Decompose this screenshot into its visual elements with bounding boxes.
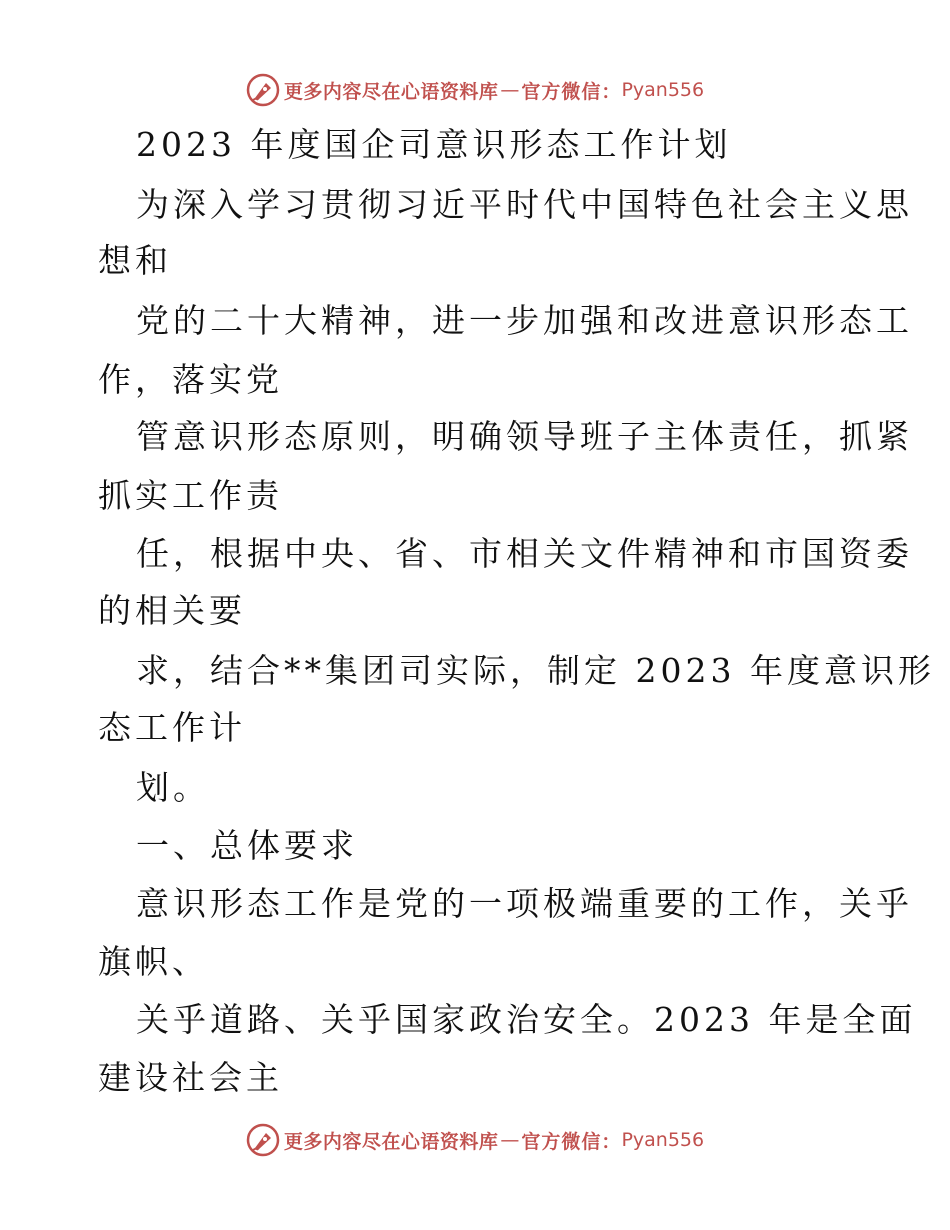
watermark-wechat-id: Pyan556 [621, 79, 705, 101]
watermark-sub-text: 官方微信： [521, 1130, 622, 1153]
watermark-banner-bottom [0, 1120, 950, 1160]
watermark-main-text: 更多内容尽在心语资料库 [283, 1130, 499, 1153]
watermark-dash: — [500, 79, 520, 101]
watermark-dash: — [500, 1129, 520, 1151]
text-line: 的相关要 [98, 591, 246, 630]
text-line: 抓实工作责 [98, 476, 283, 515]
text-line: 建设社会主 [98, 1058, 283, 1097]
text-line: 态工作计 [98, 708, 246, 747]
text-line: 求，结合**集团司实际，制定 2023 年度意识形 [136, 651, 935, 690]
watermark-banner-top [0, 70, 950, 110]
text-line: 党的二十大精神，进一步加强和改进意识形态工 [136, 301, 913, 340]
watermark-main-text: 更多内容尽在心语资料库 [283, 80, 499, 103]
watermark-wechat-id: Pyan556 [621, 1129, 705, 1151]
document-title: 2023 年度国企司意识形态工作计划 [136, 125, 732, 164]
text-line: 意识形态工作是党的一项极端重要的工作，关乎 [136, 884, 913, 923]
watermark-sub-text: 官方微信： [521, 80, 622, 103]
text-line: 关乎道路、关乎国家政治安全。2023 年是全面 [136, 1000, 917, 1039]
text-line: 旗帜、 [98, 942, 209, 981]
pen-nib-logo-icon [246, 1123, 280, 1157]
text-line: 想和 [98, 241, 172, 280]
text-line: 划。 [136, 768, 210, 807]
section-heading: 一、总体要求 [136, 826, 358, 865]
pen-nib-logo-icon [246, 73, 280, 107]
text-line: 为深入学习贯彻习近平时代中国特色社会主义思 [136, 185, 913, 224]
text-line: 任，根据中央、省、市相关文件精神和市国资委 [136, 534, 913, 573]
text-line: 管意识形态原则，明确领导班子主体责任，抓紧 [136, 417, 913, 456]
text-line: 作，落实党 [98, 360, 283, 399]
